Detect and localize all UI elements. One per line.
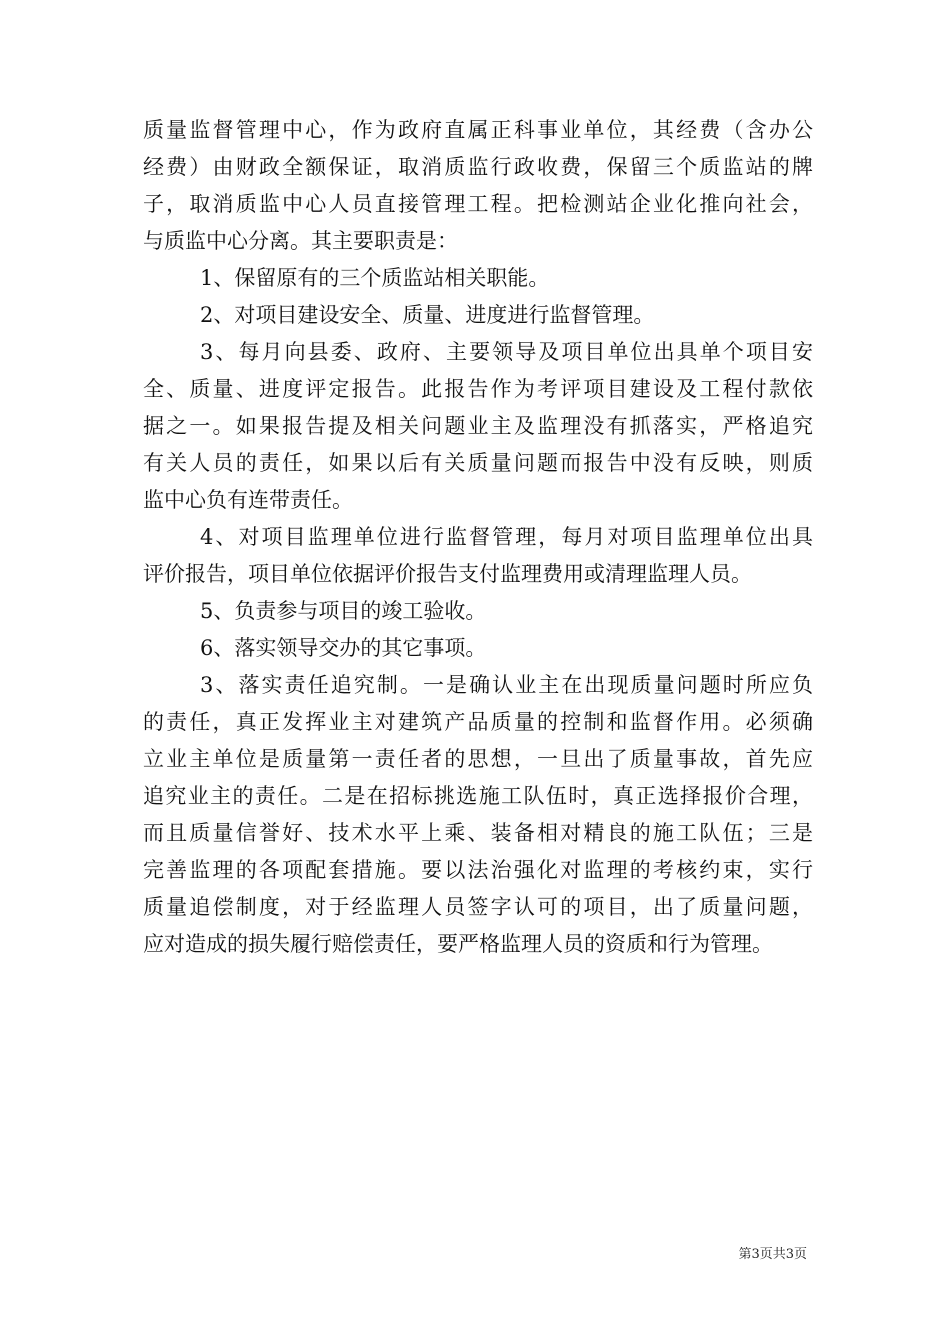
text-line: 应对造成的损失履行赔偿责任，要严格监理人员的资质和行为管理。 bbox=[143, 932, 773, 956]
text-line: 与质监中心分离。其主要职责是： bbox=[143, 229, 458, 253]
text-line: 子，取消质监中心人员直接管理工程。把检测站企业化推向社会， bbox=[143, 192, 813, 216]
text-line: 追究业主的责任。二是在招标挑选施工队伍时，真正选择报价合理， bbox=[143, 784, 813, 808]
text-line: 经费）由财政全额保证，取消质监行政收费，保留三个质监站的牌 bbox=[143, 155, 813, 179]
text-line: 有关人员的责任，如果以后有关质量问题而报告中没有反映，则质 bbox=[143, 451, 813, 475]
page-number: 第3页共3页 bbox=[738, 1247, 807, 1262]
text-line: 据之一。如果报告提及相关问题业主及监理没有抓落实，严格追究 bbox=[143, 414, 813, 438]
list-item-3: 3、每月向县委、政府、主要领导及项目单位出具单个项目安 bbox=[200, 340, 813, 364]
text-line: 完善监理的各项配套措施。要以法治强化对监理的考核约束，实行 bbox=[143, 858, 813, 882]
list-item-6: 6、落实领导交办的其它事项。 bbox=[200, 636, 487, 660]
text-line: 立业主单位是质量第一责任者的思想，一旦出了质量事故，首先应 bbox=[143, 747, 813, 771]
text-line: 质量监督管理中心，作为政府直属正科事业单位，其经费（含办公 bbox=[143, 118, 813, 142]
document-body bbox=[143, 112, 813, 963]
text-line: 的责任，真正发挥业主对建筑产品质量的控制和监督作用。必须确 bbox=[143, 710, 813, 734]
text-line: 监中心负有连带责任。 bbox=[143, 488, 353, 512]
section-3-paragraph: 3、落实责任追究制。一是确认业主在出现质量问题时所应负 bbox=[200, 673, 813, 697]
list-item-5: 5、负责参与项目的竣工验收。 bbox=[200, 599, 487, 623]
text-line: 评价报告，项目单位依据评价报告支付监理费用或清理监理人员。 bbox=[143, 562, 752, 586]
text-line: 全、质量、进度评定报告。此报告作为考评项目建设及工程付款依 bbox=[143, 377, 813, 401]
list-item-2: 2、对项目建设安全、质量、进度进行监督管理。 bbox=[200, 303, 655, 327]
list-item-4: 4、对项目监理单位进行监督管理，每月对项目监理单位出具 bbox=[200, 525, 813, 549]
text-line: 而且质量信誉好、技术水平上乘、装备相对精良的施工队伍；三是 bbox=[143, 821, 813, 845]
text-line: 质量追偿制度，对于经监理人员签字认可的项目，出了质量问题， bbox=[143, 895, 813, 919]
list-item-1: 1、保留原有的三个质监站相关职能。 bbox=[200, 266, 550, 290]
